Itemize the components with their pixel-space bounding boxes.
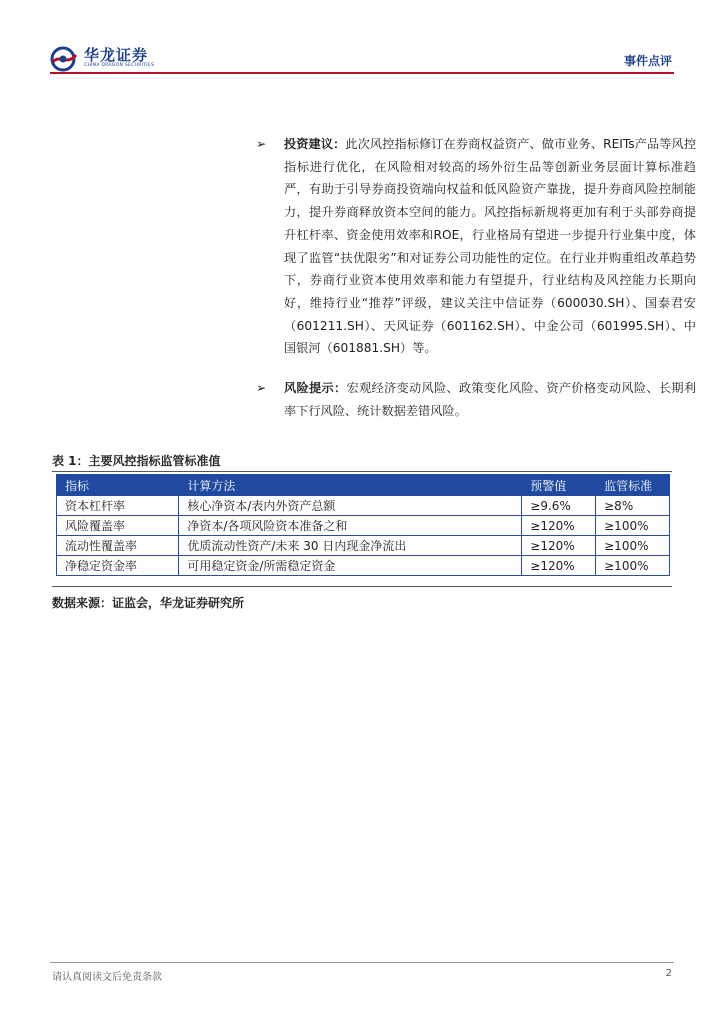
investment-advice-paragraph <box>284 133 696 360</box>
logo-text: 华龙证券 <box>84 46 149 64</box>
table-row <box>57 556 670 576</box>
risk-warning-text: 宏观经济变动风险、政策变化风险、资产价格变动风险、长期利率下行风险、统计数据差错风险。 <box>284 381 697 418</box>
table-cell: ≥8% <box>596 496 670 516</box>
table-cell: ≥100% <box>596 536 670 556</box>
table-cell: ≥100% <box>596 516 670 536</box>
footer-disclaimer: 请认真阅读文后免责条款 <box>52 972 162 983</box>
table-bottom-divider <box>52 586 672 587</box>
investment-advice-text: 此次风控指标修订在券商权益资产、做市业务、REITs产品等风控指标进行优化，在风险相对较高的场外衍生品等创新业务层面计算标准趋严，有助于引导券商投资端向权益和低风险资产靠拢，提升券商风险控制能力，提升券商释放资本空间的能力。风控指标新规将更加有利于头部券商提升杠杆率、资金使用效率和ROE，行业格局有望进一步提升行业集中度，体现了监管“扶优限劣”和对证券公司功能性的定位。在行业并购重组改革趋势下，券商行业资本使用效率和能力有望提升，行业结构及风控能力长期向好，维持行业“推荐”评级，建议关注中信证券（600030.SH）、国泰君安（601211.SH）、天风证券（601162.SH）、中金公司（601995.SH）、中国银河（601881.SH）等。 <box>284 137 697 356</box>
table-row <box>57 516 670 536</box>
table-title: 表 1：主要风控指标监管标准值 <box>52 454 221 468</box>
bullet-arrow-icon: ➢ <box>256 137 267 151</box>
table-cell: 净稳定资金率 <box>57 556 179 576</box>
footer-divider <box>50 962 674 963</box>
table-cell: ≥100% <box>596 556 670 576</box>
table-row <box>57 496 670 516</box>
risk-warning-paragraph <box>284 377 696 422</box>
logo-subtext: CHINA DRAGON SECURITIES <box>84 63 155 68</box>
table-cell: ≥9.6% <box>522 496 596 516</box>
column-header: 监管标准 <box>596 475 670 496</box>
table-cell: 流动性覆盖率 <box>57 536 179 556</box>
table-cell: 净资本/各项风险资本准备之和 <box>179 516 522 536</box>
table-cell: 可用稳定资金/所需稳定资金 <box>179 556 522 576</box>
table-cell: 优质流动性资产/未来 30 日内现金净流出 <box>179 536 522 556</box>
page-number: 2 <box>665 968 672 979</box>
table-cell: ≥120% <box>522 536 596 556</box>
table-cell: 风险覆盖率 <box>57 516 179 536</box>
document-type: 事件点评 <box>623 54 672 68</box>
table-top-divider <box>52 471 672 472</box>
column-header: 预警值 <box>522 475 596 496</box>
column-header: 指标 <box>57 475 179 496</box>
risk-indicator-table <box>56 474 670 576</box>
investment-advice-section <box>256 133 696 360</box>
page-header <box>0 0 724 80</box>
bullet-arrow-icon: ➢ <box>256 381 267 395</box>
investment-advice-lead: 投资建议： <box>284 137 346 151</box>
data-source-note: 数据来源：证监会，华龙证券研究所 <box>52 596 245 610</box>
column-header: 计算方法 <box>179 475 522 496</box>
table-cell: ≥120% <box>522 516 596 536</box>
dragon-logo-icon <box>50 46 78 72</box>
table-header-row <box>57 475 670 496</box>
table-cell: ≥120% <box>522 556 596 576</box>
table-cell: 核心净资本/表内外资产总额 <box>179 496 522 516</box>
risk-warning-lead: 风险提示： <box>284 381 347 395</box>
table-row <box>57 536 670 556</box>
risk-warning-section <box>256 377 696 422</box>
table-cell: 资本杠杆率 <box>57 496 179 516</box>
company-logo <box>50 46 170 72</box>
header-divider <box>50 72 674 74</box>
